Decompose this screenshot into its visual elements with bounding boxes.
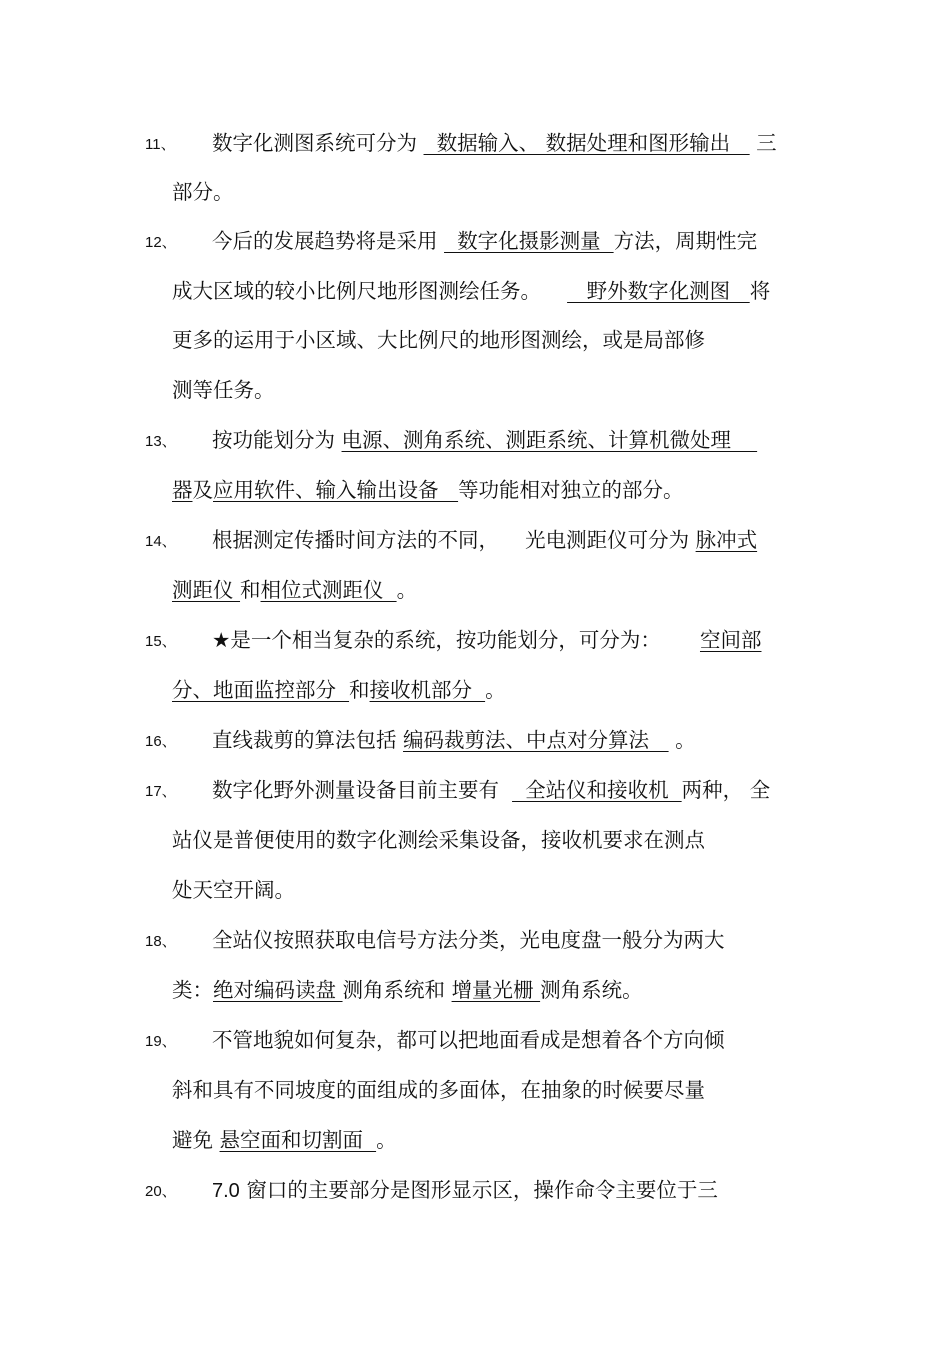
text-segment: 全站仪按照获取电信号方法分类，光电度盘一般分为两大 bbox=[212, 928, 725, 952]
answer-blank: 数据输入、 数据处理和图形输出 bbox=[423, 131, 750, 155]
answer-blank: 脉冲式 bbox=[695, 528, 758, 552]
item-line bbox=[212, 226, 757, 256]
answer-blank: 野外数字化测图 bbox=[567, 279, 750, 303]
item-line bbox=[172, 276, 770, 306]
text-segment: 斜和具有不同坡度的面组成的多面体，在抽象的时候要尽量 bbox=[172, 1078, 705, 1102]
item-line bbox=[212, 925, 725, 955]
answer-blank: 全站仪和接收机 bbox=[512, 778, 682, 802]
answer-blank: 应用软件、输入输出设备 bbox=[213, 478, 459, 502]
item-line bbox=[172, 177, 234, 207]
item-number: 17、 bbox=[145, 783, 177, 800]
answer-blank: 器 bbox=[172, 478, 193, 502]
text-segment: 成大区域的较小比例尺地形图测绘任务。 bbox=[172, 279, 568, 303]
text-segment: 部分。 bbox=[172, 180, 234, 204]
item-line bbox=[212, 1025, 725, 1055]
text-segment: 避免 bbox=[172, 1128, 220, 1152]
text-segment: 今后的发展趋势将是采用 bbox=[212, 229, 445, 253]
item-line bbox=[172, 825, 705, 855]
version-number: 7.0 bbox=[212, 1180, 240, 1202]
text-segment: 不管地貌如何复杂，都可以把地面看成是想着各个方向倾 bbox=[212, 1028, 725, 1052]
text-segment: 和 bbox=[349, 678, 370, 702]
answer-blank: 数字化摄影测量 bbox=[444, 229, 614, 253]
text-segment: 方法，周期性完 bbox=[613, 229, 758, 253]
item-number: 12、 bbox=[145, 234, 177, 251]
item-number: 20、 bbox=[145, 1183, 177, 1200]
text-segment: 测角系统。 bbox=[540, 978, 643, 1002]
item-number: 14、 bbox=[145, 533, 177, 550]
item-line bbox=[172, 375, 275, 405]
item-line bbox=[212, 625, 761, 655]
answer-blank: 悬空面和切割面 bbox=[219, 1128, 377, 1152]
item-line bbox=[212, 425, 757, 455]
answer-blank: 绝对编码读盘 bbox=[213, 978, 343, 1002]
text-segment: 按功能划分为 bbox=[212, 428, 342, 452]
item-number: 16、 bbox=[145, 733, 177, 750]
text-segment: 及 bbox=[192, 478, 213, 502]
text-segment: 三 bbox=[749, 131, 777, 155]
text-segment: 和 bbox=[240, 578, 261, 602]
text-segment: 。 bbox=[376, 1128, 397, 1152]
text-segment: 窗口的主要部分是图形显示区，操作命令主要位于三 bbox=[239, 1178, 718, 1202]
item-line bbox=[212, 525, 757, 555]
text-segment: 测等任务。 bbox=[172, 378, 275, 402]
text-segment: 类： bbox=[172, 978, 213, 1002]
text-segment: 数字化野外测量设备目前主要有 bbox=[212, 778, 513, 802]
item-line bbox=[172, 1075, 705, 1105]
answer-blank: 测距仪 bbox=[172, 578, 241, 602]
item-line bbox=[172, 1125, 397, 1155]
item-line bbox=[212, 775, 770, 805]
item-line bbox=[172, 475, 684, 505]
item-line bbox=[172, 875, 295, 905]
item-line bbox=[212, 1175, 718, 1205]
text-segment: 直线裁剪的算法包括 bbox=[212, 728, 404, 752]
text-segment: 数字化测图系统可分为 bbox=[212, 131, 424, 155]
text-segment: 测角系统和 bbox=[342, 978, 452, 1002]
answer-blank: 增量光栅 bbox=[451, 978, 541, 1002]
answer-blank: 接收机部分 bbox=[369, 678, 486, 702]
text-segment: 根据测定传播时间方法的不同， 光电测距仪可分为 bbox=[212, 528, 696, 552]
text-segment: 站仪是普便使用的数字化测绘采集设备，接收机要求在测点 bbox=[172, 828, 705, 852]
answer-blank: 编码裁剪法、中点对分算法 bbox=[403, 728, 669, 752]
item-line bbox=[172, 675, 506, 705]
item-number: 18、 bbox=[145, 933, 177, 950]
text-segment: 处天空开阔。 bbox=[172, 878, 295, 902]
text-segment: ★是一个相当复杂的系统，按功能划分，可分为： bbox=[212, 628, 700, 652]
item-line bbox=[212, 725, 696, 755]
answer-blank: 分、地面监控部分 bbox=[172, 678, 350, 702]
item-number: 13、 bbox=[145, 433, 177, 450]
text-segment: 更多的运用于小区域、大比例尺的地形图测绘，或是局部修 bbox=[172, 328, 705, 352]
item-line bbox=[212, 128, 777, 158]
answer-blank: 相位式测距仪 bbox=[260, 578, 397, 602]
item-number: 15、 bbox=[145, 633, 177, 650]
item-line bbox=[172, 325, 705, 355]
answer-blank: 电源、测角系统、测距系统、计算机微处理 bbox=[341, 428, 758, 452]
item-line bbox=[172, 975, 643, 1005]
item-line bbox=[172, 575, 417, 605]
text-segment: 两种， 全 bbox=[681, 778, 771, 802]
answer-blank: 空间部 bbox=[699, 628, 762, 652]
text-segment: 。 bbox=[396, 578, 418, 602]
text-segment: 等功能相对独立的部分。 bbox=[458, 478, 684, 502]
item-number: 19、 bbox=[145, 1033, 177, 1050]
text-segment: 。 bbox=[485, 678, 506, 702]
text-segment: 将 bbox=[749, 279, 771, 303]
text-segment: 。 bbox=[668, 728, 696, 752]
item-number: 11、 bbox=[145, 136, 176, 153]
